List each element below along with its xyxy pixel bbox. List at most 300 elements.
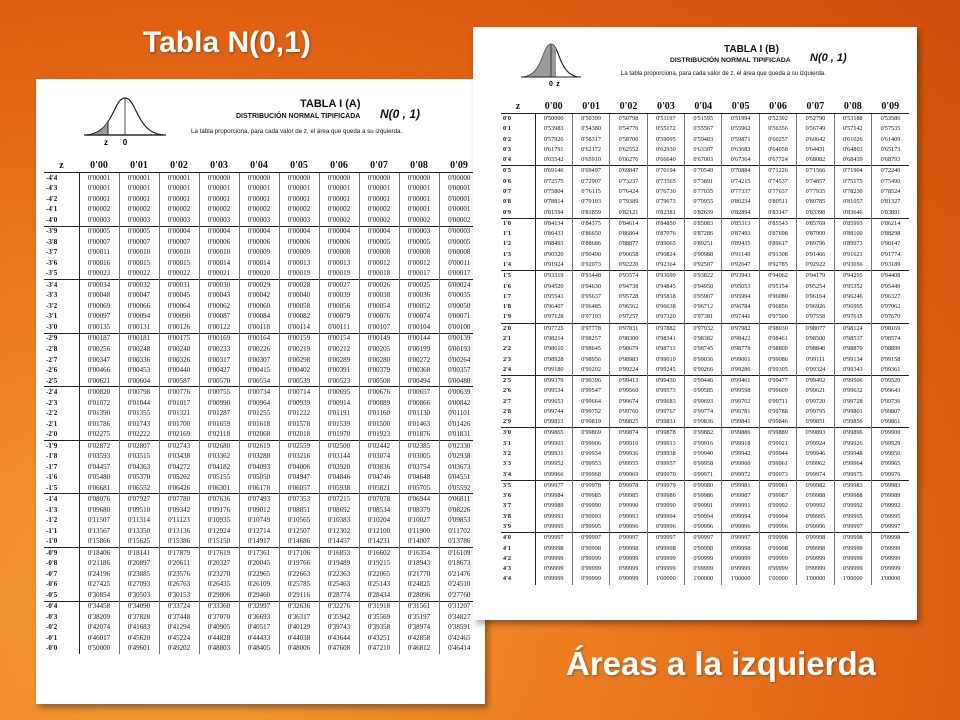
- table-cell: 1'00000: [872, 574, 909, 584]
- table-cell: 0'35569: [359, 612, 399, 623]
- table-cell: 0'99506: [834, 376, 871, 387]
- table-cell: 0'57926: [535, 135, 572, 145]
- table-cell: 0'00357: [439, 365, 479, 376]
- row-z-value: -2'7: [44, 355, 79, 366]
- table-cell: 0'99978: [610, 480, 647, 491]
- table-cell: 0'05938: [319, 483, 359, 494]
- table-cell: 0'10383: [319, 516, 359, 527]
- table-cell: 0'00001: [279, 184, 319, 195]
- table-cell: 0'09342: [159, 505, 199, 516]
- table-cell: 0'82894: [722, 208, 759, 219]
- table-cell: 0'99865: [535, 428, 572, 439]
- table-cell: 0'34458: [79, 601, 119, 612]
- table-cell: 0'00002: [159, 205, 199, 216]
- table-row: [44, 344, 479, 355]
- table-cell: 0'95818: [647, 292, 684, 302]
- table-cell: 0'19215: [359, 559, 399, 570]
- table-cell: 0'58706: [610, 135, 647, 145]
- table-cell: 0'44038: [279, 633, 319, 644]
- table-cell: 0'77637: [759, 187, 796, 197]
- table-row: [501, 354, 909, 364]
- table-cell: 0'99999: [759, 554, 796, 564]
- table-cell: 0'00001: [399, 184, 439, 195]
- table-cell: 0'92647: [722, 260, 759, 271]
- table-cell: 0'62552: [610, 145, 647, 155]
- row-z-value: 1'9: [501, 312, 535, 323]
- row-z-value: 3'0: [501, 428, 535, 439]
- column-header: 0'04: [685, 100, 722, 114]
- table-cell: 0'00734: [239, 387, 279, 398]
- table-cell: 0'99993: [572, 512, 609, 522]
- table-cell: 0'85313: [722, 218, 759, 229]
- row-z-value: -4'1: [44, 205, 79, 216]
- table-cell: 0'82381: [647, 208, 684, 219]
- table-cell: 0'00126: [159, 322, 199, 333]
- table-cell: 1'00000: [647, 574, 684, 584]
- table-cell: 0'81859: [572, 208, 609, 219]
- table-cell: 0'99492: [797, 376, 834, 387]
- table-cell: 0'01191: [319, 408, 359, 419]
- table-cell: 0'00076: [359, 312, 399, 323]
- column-header: 0'03: [199, 159, 239, 173]
- table-cell: 0'99999: [685, 564, 722, 574]
- table-cell: 0'01923: [359, 429, 399, 440]
- table-cell: 0'23576: [159, 569, 199, 580]
- table-cell: 0'00010: [199, 248, 239, 259]
- table-cell: 0'99994: [685, 512, 722, 522]
- table-cell: 0'99900: [872, 428, 909, 439]
- table-cell: 0'17106: [279, 548, 319, 559]
- row-z-value: -0'5: [44, 590, 79, 601]
- table-cell: 0'00001: [439, 184, 479, 195]
- table-cell: 0'02743: [159, 440, 199, 451]
- table-cell: 0'00199: [399, 344, 439, 355]
- table-row: [501, 564, 909, 574]
- table-cell: 0'16602: [359, 548, 399, 559]
- table-cell: 0'00012: [359, 258, 399, 269]
- table-cell: 0'89796: [797, 239, 834, 249]
- table-cell: 0'83891: [872, 208, 909, 219]
- table-cell: 0'99996: [759, 522, 796, 533]
- table-cell: 0'05050: [239, 472, 279, 483]
- table-cell: 0'99989: [872, 491, 909, 501]
- table-cell: 0'43251: [359, 633, 399, 644]
- table-cell: 0'99813: [535, 417, 572, 428]
- table-cell: 0'96638: [647, 302, 684, 312]
- table-cell: 0'99999: [535, 554, 572, 564]
- table-cell: 0'99396: [572, 376, 609, 387]
- table-cell: 0'96856: [759, 302, 796, 312]
- table-cell: 0'00001: [319, 184, 359, 195]
- row-z-value: -2'9: [44, 333, 79, 344]
- table-cell: 0'91924: [535, 260, 572, 271]
- table-cell: 0'00002: [319, 205, 359, 216]
- table-cell: 0'99801: [834, 407, 871, 417]
- table-cell: 0'13786: [439, 537, 479, 548]
- table-cell: 0'99851: [797, 417, 834, 428]
- table-a-page: [36, 79, 485, 704]
- table-cell: 0'94520: [535, 282, 572, 292]
- table-cell: 0'00014: [239, 258, 279, 269]
- table-cell: 0'09176: [199, 505, 239, 516]
- table-cell: 0'99981: [759, 480, 796, 491]
- row-z-value: 2'8: [501, 407, 535, 417]
- table-cell: 0'07636: [199, 494, 239, 505]
- table-cell: 0'00003: [439, 226, 479, 237]
- table-cell: 0'00001: [119, 184, 159, 195]
- table-cell: 0'00714: [279, 387, 319, 398]
- table-cell: 0'06811: [439, 494, 479, 505]
- table-cell: 0'90490: [572, 250, 609, 260]
- table-cell: 0'73891: [685, 177, 722, 187]
- table-cell: 0'01659: [199, 419, 239, 430]
- table-cell: 0'99134: [834, 354, 871, 364]
- table-cell: 0'00001: [439, 205, 479, 216]
- table-cell: 0'99086: [759, 354, 796, 364]
- table-cell: 0'00131: [119, 322, 159, 333]
- table-cell: 0'06301: [199, 483, 239, 494]
- table-cell: 0'74537: [759, 177, 796, 187]
- table-cell: 0'47210: [359, 644, 399, 655]
- table-cell: 0'46812: [399, 644, 439, 655]
- table-cell: 0'83398: [797, 208, 834, 219]
- table-cell: 0'99972: [722, 470, 759, 481]
- table-row: [501, 271, 909, 282]
- row-z-value: 4'1: [501, 544, 535, 554]
- table-cell: 0'43644: [319, 633, 359, 644]
- table-row: [501, 124, 909, 134]
- table-cell: 0'09012: [239, 505, 279, 516]
- table-row: [44, 516, 479, 527]
- table-cell: 0'99693: [685, 397, 722, 407]
- table-cell: 0'02385: [399, 440, 439, 451]
- table-row: [501, 239, 909, 249]
- table-cell: 0'99999: [872, 554, 909, 564]
- table-cell: 0'99940: [685, 449, 722, 459]
- row-z-value: -2'4: [44, 387, 79, 398]
- table-cell: 0'20045: [239, 559, 279, 570]
- table-cell: 0'07780: [159, 494, 199, 505]
- table-row: [44, 494, 479, 505]
- table-cell: 0'21770: [399, 569, 439, 580]
- table-cell: 0'00391: [319, 365, 359, 376]
- table-cell: 0'00139: [439, 333, 479, 344]
- table-cell: 0'24825: [399, 580, 439, 591]
- table-cell: 0'00347: [79, 355, 119, 366]
- table-cell: 0'34827: [439, 612, 479, 623]
- table-cell: 0'72240: [872, 166, 909, 177]
- table-cell: 0'81327: [872, 197, 909, 207]
- table-cell: 0'99996: [685, 522, 722, 533]
- table-cell: 0'99984: [535, 491, 572, 501]
- column-header: 0'05: [279, 159, 319, 173]
- table-cell: 0'99999: [834, 564, 871, 574]
- table-cell: 0'95728: [610, 292, 647, 302]
- row-z-value: -3'0: [44, 322, 79, 333]
- table-cell: 0'00111: [319, 322, 359, 333]
- table-cell: 0'00298: [279, 355, 319, 366]
- table-cell: 0'98077: [797, 323, 834, 334]
- table-cell: 0'02169: [159, 429, 199, 440]
- table-cell: 0'99980: [685, 480, 722, 491]
- table-row: [44, 312, 479, 323]
- table-cell: 0'96784: [722, 302, 759, 312]
- table-cell: 0'99991: [685, 501, 722, 511]
- table-cell: 0'99224: [610, 365, 647, 376]
- table-cell: 0'08076: [79, 494, 119, 505]
- table-cell: 0'00144: [399, 333, 439, 344]
- table-cell: 0'99379: [535, 376, 572, 387]
- table-cell: 0'00003: [159, 215, 199, 226]
- table-cell: 0'99986: [647, 491, 684, 501]
- table-cell: 0'00001: [319, 194, 359, 205]
- table-cell: 0'89435: [722, 239, 759, 249]
- table-row: [501, 376, 909, 387]
- table-cell: 0'99944: [759, 449, 796, 459]
- table-row: [44, 173, 479, 184]
- table-cell: 0'99986: [685, 491, 722, 501]
- table-row: [44, 408, 479, 419]
- table-row: [44, 184, 479, 195]
- table-a-description: La tabla proporciona, para cada valor de z, el área que queda a su izquierda.: [191, 128, 403, 135]
- table-cell: 0'97257: [610, 312, 647, 323]
- table-cell: 0'99931: [535, 449, 572, 459]
- table-cell: 0'91308: [759, 250, 796, 260]
- table-b-subtitle: DISTRIBUCIÓN NORMAL TIPIFICADA: [670, 57, 791, 64]
- table-cell: 0'06057: [279, 483, 319, 494]
- table-cell: 0'00000: [199, 173, 239, 184]
- table-cell: 0'28096: [399, 590, 439, 601]
- row-z-value: 2'7: [501, 397, 535, 407]
- table-cell: 0'02938: [439, 451, 479, 462]
- table-cell: 0'85543: [759, 218, 796, 229]
- table-cell: 0'00820: [79, 387, 119, 398]
- row-z-value: -0'4: [44, 601, 79, 612]
- table-cell: 0'00639: [439, 387, 479, 398]
- table-cell: 0'99965: [872, 459, 909, 469]
- table-cell: 0'08851: [279, 505, 319, 516]
- table-cell: 0'98679: [610, 344, 647, 354]
- table-cell: 0'00104: [399, 322, 439, 333]
- table-cell: 0'90147: [872, 239, 909, 249]
- table-cell: 0'61409: [872, 135, 909, 145]
- table-cell: 0'50798: [610, 114, 647, 125]
- table-cell: 0'99983: [834, 480, 871, 491]
- table-cell: 0'00002: [199, 205, 239, 216]
- table-cell: 0'99111: [797, 354, 834, 364]
- table-row: [501, 470, 909, 481]
- table-cell: 0'00029: [239, 280, 279, 291]
- table-cell: 0'99918: [722, 439, 759, 449]
- table-cell: 0'00866: [399, 398, 439, 409]
- table-row: [44, 462, 479, 473]
- table-cell: 0'00011: [79, 248, 119, 259]
- table-cell: 0'99999: [834, 554, 871, 564]
- row-z-value: -2'8: [44, 344, 79, 355]
- table-cell: 0'99413: [610, 376, 647, 387]
- table-cell: 0'03362: [199, 451, 239, 462]
- table-cell: 0'00001: [79, 173, 119, 184]
- table-cell: 0'87900: [797, 229, 834, 239]
- row-z-value: -1'0: [44, 537, 79, 548]
- table-cell: 0'00021: [199, 269, 239, 280]
- table-cell: 0'00066: [119, 301, 159, 312]
- table-cell: 0'99664: [572, 397, 609, 407]
- table-cell: 0'98169: [872, 323, 909, 334]
- table-cell: 0'22363: [319, 569, 359, 580]
- table-cell: 0'52392: [759, 114, 796, 125]
- table-cell: 0'99728: [834, 397, 871, 407]
- curve-label-0: 0: [122, 138, 128, 147]
- table-cell: 0'22065: [359, 569, 399, 580]
- table-cell: 0'00054: [359, 301, 399, 312]
- table-cell: 0'00240: [159, 344, 199, 355]
- table-cell: 0'00002: [359, 205, 399, 216]
- table-cell: 0'56749: [797, 124, 834, 134]
- table-row: [501, 312, 909, 323]
- table-cell: 0'68082: [797, 155, 834, 166]
- table-cell: 0'00604: [119, 376, 159, 387]
- table-b: [501, 100, 909, 585]
- table-cell: 0'99992: [834, 501, 871, 511]
- table-cell: 0'98809: [759, 344, 796, 354]
- row-z-value: -1'2: [44, 516, 79, 527]
- table-cell: 0'46017: [79, 633, 119, 644]
- table-cell: 0'00002: [279, 205, 319, 216]
- table-cell: 0'04457: [79, 462, 119, 473]
- table-cell: 0'98461: [759, 334, 796, 344]
- table-cell: 0'17361: [239, 548, 279, 559]
- table-cell: 0'27425: [79, 580, 119, 591]
- table-row: [44, 440, 479, 451]
- table-cell: 0'94062: [759, 271, 796, 282]
- table-cell: 0'00001: [239, 184, 279, 195]
- table-cell: 0'99430: [647, 376, 684, 387]
- table-cell: 0'96327: [872, 292, 909, 302]
- table-cell: 0'99998: [759, 533, 796, 544]
- table-cell: 0'99985: [572, 491, 609, 501]
- table-cell: 0'00100: [439, 322, 479, 333]
- table-cell: 0'03836: [359, 462, 399, 473]
- table-cell: 0'00914: [319, 398, 359, 409]
- table-cell: 0'00272: [399, 355, 439, 366]
- table-cell: 0'00003: [399, 226, 439, 237]
- table-cell: 0'99998: [610, 544, 647, 554]
- table-cell: 0'00175: [159, 333, 199, 344]
- table-cell: 0'00007: [119, 237, 159, 248]
- row-z-value: -0'8: [44, 559, 79, 570]
- table-cell: 0'00013: [319, 258, 359, 269]
- table-cell: 0'90658: [610, 250, 647, 260]
- table-cell: 0'99999: [572, 554, 609, 564]
- row-z-value: -0'0: [44, 644, 79, 655]
- table-cell: 0'63307: [685, 145, 722, 155]
- row-z-value: -0'2: [44, 623, 79, 634]
- table-cell: 0'96926: [797, 302, 834, 312]
- bell-curve-left-tail-icon: [84, 93, 166, 147]
- table-cell: 0'00508: [359, 376, 399, 387]
- table-cell: 0'04363: [119, 462, 159, 473]
- table-cell: 0'54776: [610, 124, 647, 134]
- table-cell: 0'26435: [199, 580, 239, 591]
- table-cell: 0'99924: [797, 439, 834, 449]
- table-cell: 0'60642: [797, 135, 834, 145]
- row-z-value: 1'7: [501, 292, 535, 302]
- column-header: 0'09: [872, 100, 909, 114]
- table-cell: 0'00005: [79, 226, 119, 237]
- table-cell: 0'28774: [319, 590, 359, 601]
- table-cell: 0'23885: [119, 569, 159, 580]
- table-cell: 0'31561: [399, 601, 439, 612]
- table-cell: 0'99720: [797, 397, 834, 407]
- table-cell: 0'99994: [722, 512, 759, 522]
- table-cell: 0'00079: [319, 312, 359, 323]
- table-cell: 0'38591: [439, 623, 479, 634]
- table-cell: 0'20897: [119, 559, 159, 570]
- table-cell: 0'00008: [319, 248, 359, 259]
- column-header: 0'07: [797, 100, 834, 114]
- table-cell: 0'18673: [439, 559, 479, 570]
- table-cell: 0'99938: [647, 449, 684, 459]
- table-cell: 0'99990: [572, 501, 609, 511]
- row-z-value: 1'4: [501, 260, 535, 271]
- table-cell: 0'99968: [572, 470, 609, 481]
- table-cell: 0'00657: [399, 387, 439, 398]
- table-cell: 0'97441: [722, 312, 759, 323]
- table-cell: 0'50399: [572, 114, 609, 125]
- table-row: [44, 451, 479, 462]
- table-cell: 0'97320: [647, 312, 684, 323]
- row-z-value: 1'0: [501, 218, 535, 229]
- row-z-value: 1'2: [501, 239, 535, 249]
- table-cell: 0'69847: [610, 166, 647, 177]
- column-header: 0'07: [359, 159, 399, 173]
- curve-label-0: 0: [549, 81, 553, 87]
- table-row: [44, 633, 479, 644]
- table-cell: 0'99971: [685, 470, 722, 481]
- table-cell: 0'69497: [572, 166, 609, 177]
- table-cell: 0'99987: [759, 491, 796, 501]
- table-cell: 0'96712: [685, 302, 722, 312]
- table-cell: 0'95637: [572, 292, 609, 302]
- table-cell: 0'00016: [79, 258, 119, 269]
- table-cell: 0'99999: [535, 564, 572, 574]
- table-cell: 0'00005: [439, 237, 479, 248]
- table-cell: 0'00009: [239, 248, 279, 259]
- table-cell: 0'99995: [535, 522, 572, 533]
- table-cell: 0'99446: [685, 376, 722, 387]
- table-cell: 0'51595: [685, 114, 722, 125]
- table-cell: 0'55172: [647, 124, 684, 134]
- table-cell: 0'97670: [872, 312, 909, 323]
- table-cell: 0'00964: [239, 398, 279, 409]
- table-cell: 0'00026: [359, 280, 399, 291]
- slide-caption: Áreas a la izquierda: [566, 645, 876, 682]
- table-cell: 0'00248: [119, 344, 159, 355]
- table-cell: 0'89973: [834, 239, 871, 249]
- table-cell: 0'00264: [439, 355, 479, 366]
- table-cell: 0'99964: [834, 459, 871, 469]
- table-row: [501, 501, 909, 511]
- table-cell: 0'92785: [759, 260, 796, 271]
- table-cell: 0'98956: [572, 354, 609, 364]
- table-cell: 1'00000: [797, 574, 834, 584]
- table-cell: 0'99936: [610, 449, 647, 459]
- table-cell: 0'00939: [279, 398, 319, 409]
- table-cell: 0'00494: [399, 376, 439, 387]
- table-cell: 0'54380: [572, 124, 609, 134]
- table-cell: 0'95543: [535, 292, 572, 302]
